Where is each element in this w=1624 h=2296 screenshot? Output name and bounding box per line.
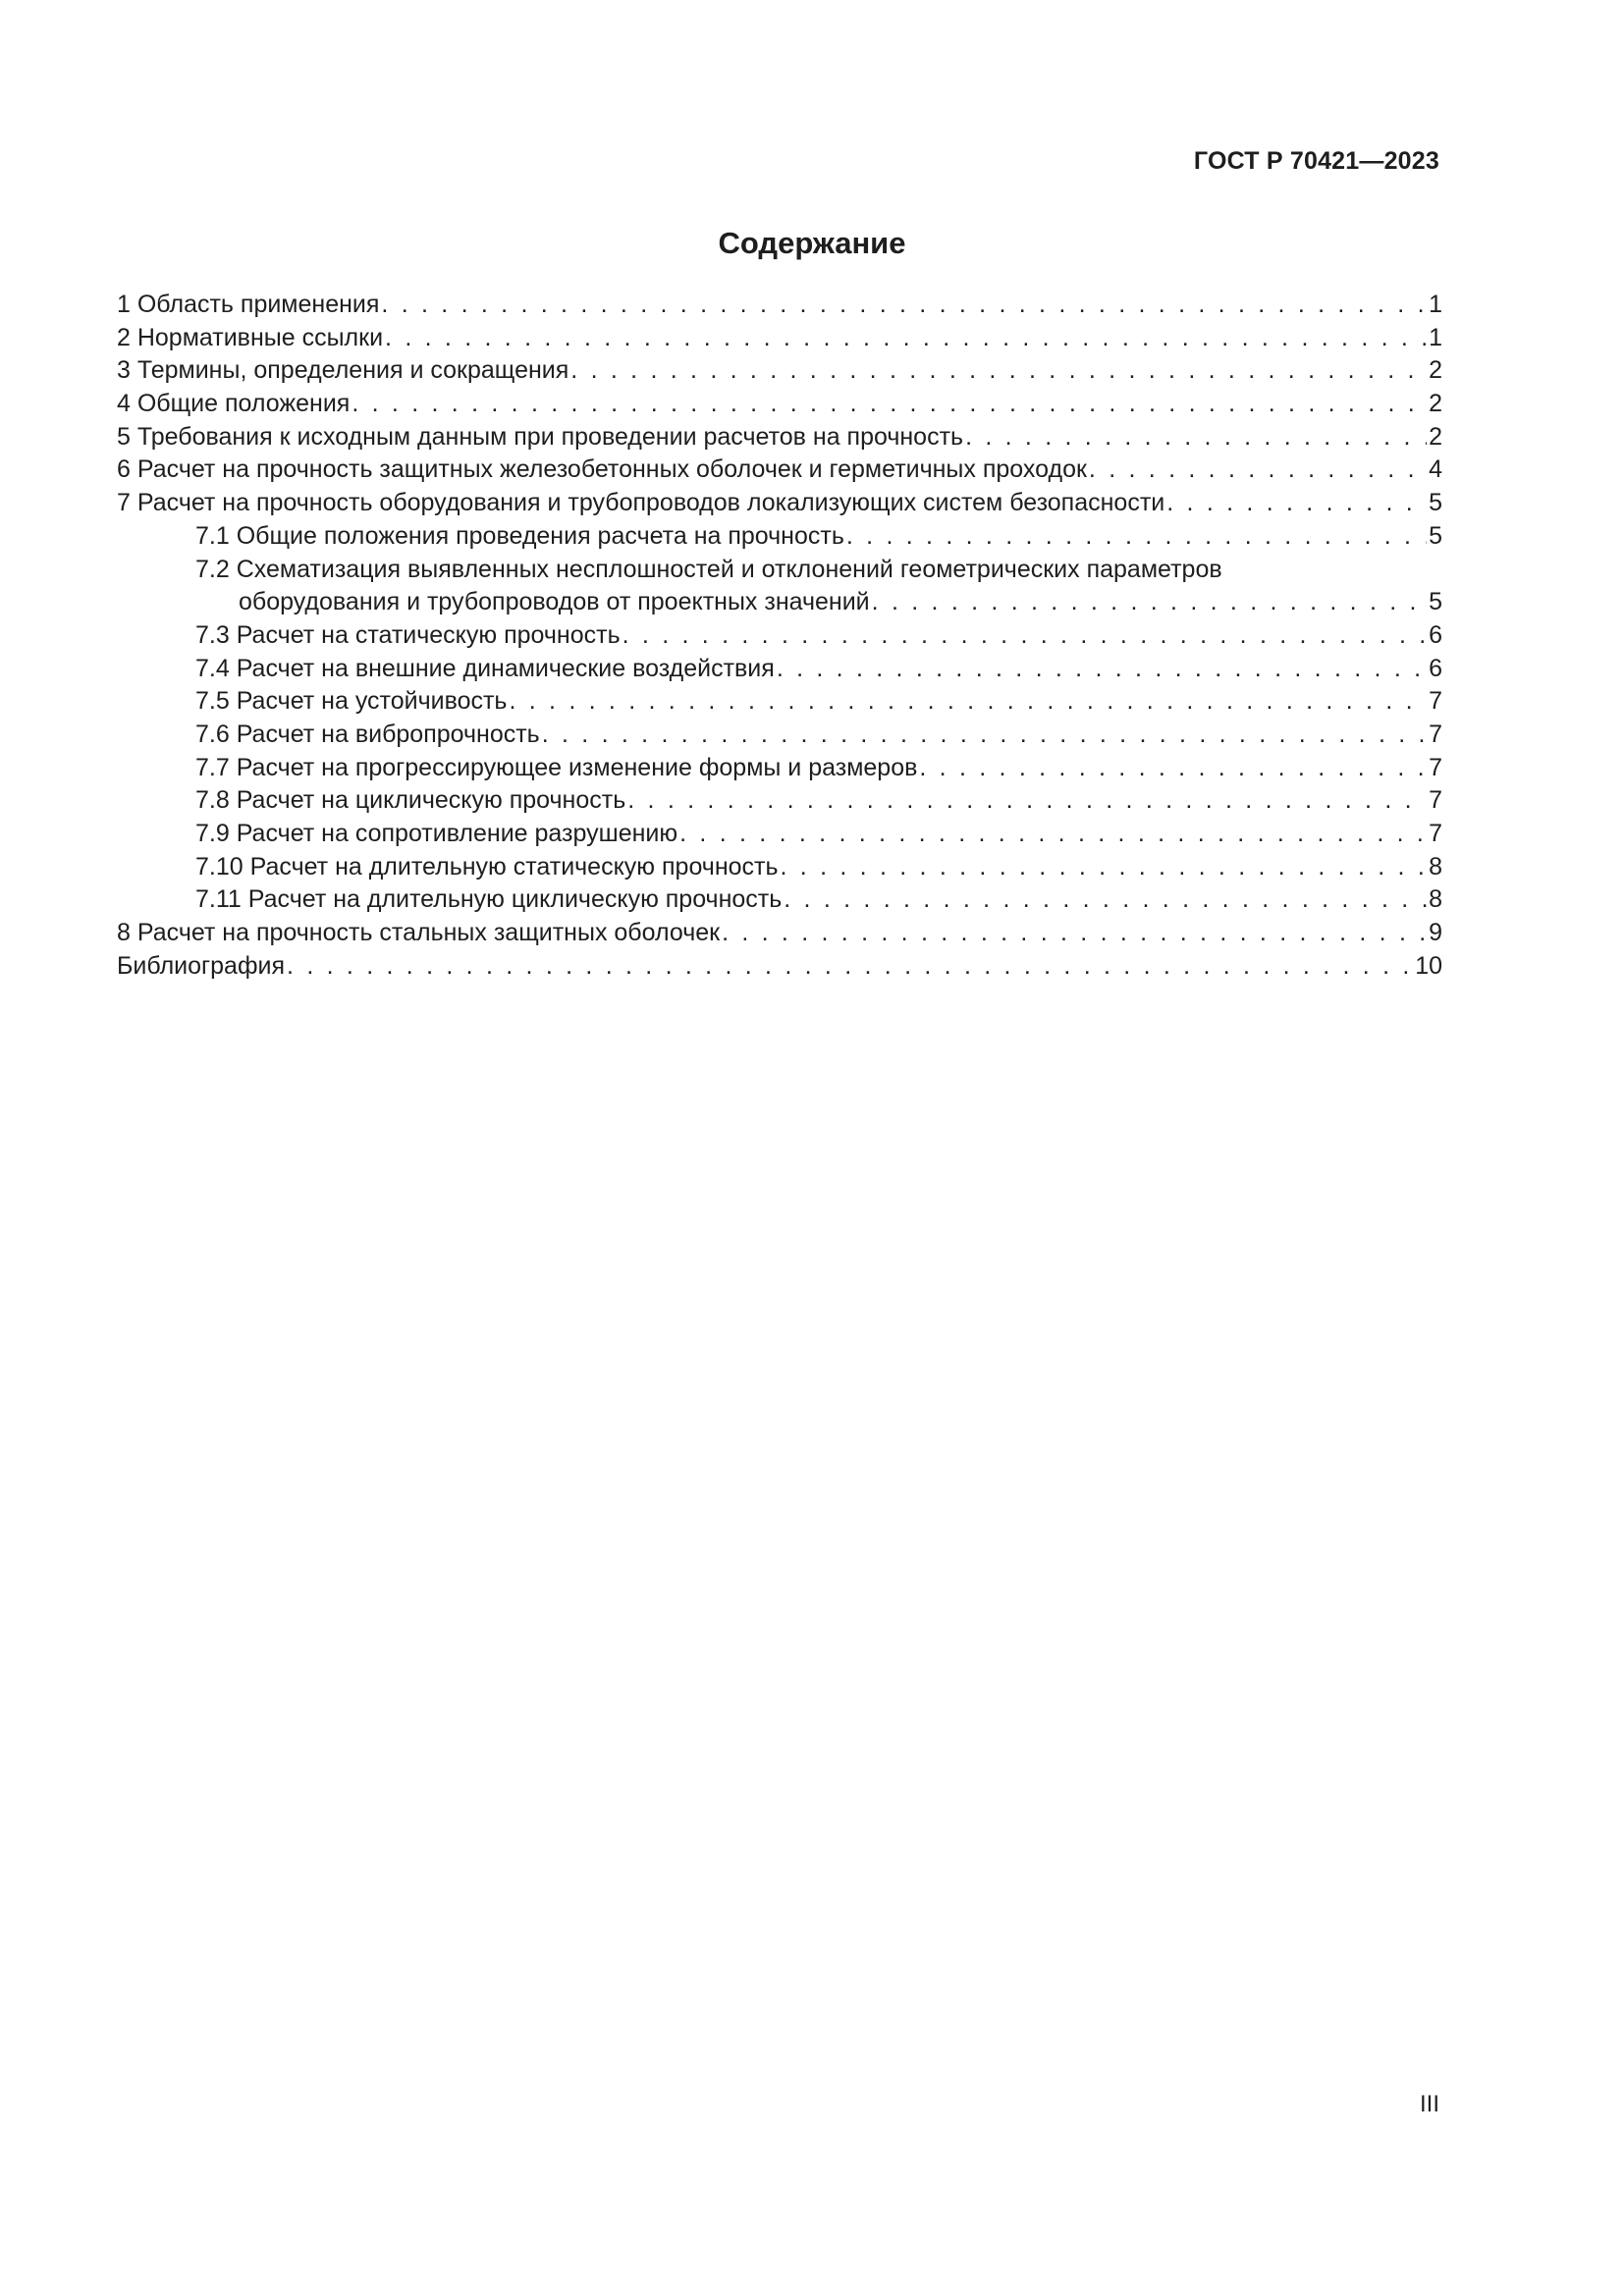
toc-entry-text: 2 Нормативные ссылки [117, 323, 384, 351]
toc-entry-7-9[interactable] [117, 818, 1442, 851]
toc-entry-page: 8 [1429, 852, 1442, 881]
toc-leader-dots [1089, 454, 1427, 487]
toc-entry-text: 7.7 Расчет на прогрессирующее изменение формы и размеров [195, 753, 918, 781]
toc-entry-page: 7 [1429, 786, 1442, 815]
toc-entry-1[interactable] [117, 289, 1442, 322]
toc-leader-dots [287, 950, 1413, 984]
toc-entry-text: 7.6 Расчет на вибропрочность [195, 720, 540, 748]
toc-leader-dots [1166, 487, 1427, 520]
toc-entry-text: 1 Область применения [117, 291, 380, 318]
toc-entry-page: 9 [1429, 919, 1442, 947]
toc-entry-7-1[interactable] [117, 520, 1442, 554]
toc-entry-text-continued: оборудования и трубопроводов от проектных значений [239, 588, 870, 616]
toc-entry-text: 7.4 Расчет на внешние динамические воздействия [195, 654, 775, 682]
page-number: III [1419, 2091, 1439, 2117]
toc-leader-dots [846, 520, 1427, 554]
toc-entry-text: 7.10 Расчет на длительную статическую прочность [195, 852, 779, 881]
document-code: ГОСТ Р 70421—2023 [1193, 147, 1439, 175]
toc-leader-dots [781, 851, 1428, 884]
toc-entry-text: 6 Расчет на прочность защитных железобетонных оболочек и герметичных проходок [117, 455, 1087, 484]
toc-entry-text: 7.11 Расчет на длительную циклическую прочность [195, 885, 783, 914]
toc-entry-page: 10 [1415, 951, 1442, 980]
toc-entry-page: 7 [1429, 687, 1442, 716]
toc-entry-page: 6 [1429, 620, 1442, 649]
toc-entry-text: 8 Расчет на прочность стальных защитных оболочек [117, 919, 721, 947]
toc-entry-6[interactable] [117, 454, 1442, 487]
toc-entry-3[interactable] [117, 354, 1442, 388]
toc-leader-dots [872, 586, 1427, 619]
toc-leader-dots [919, 752, 1427, 785]
toc-entry-text: 5 Требования к исходным данным при проведении расчетов на прочность [117, 422, 964, 451]
toc-leader-dots [509, 685, 1427, 719]
toc-entry-page: 4 [1429, 455, 1442, 484]
toc-entry-page: 7 [1429, 820, 1442, 847]
toc-entry-page: 2 [1429, 422, 1442, 451]
toc-leader-dots [570, 354, 1427, 388]
toc-entry-7-2[interactable] [117, 554, 1442, 619]
toc-entry-7-6[interactable] [117, 719, 1442, 752]
toc-entry-page: 5 [1429, 489, 1442, 517]
toc-entry-text: 7.5 Расчет на устойчивость [195, 687, 508, 716]
toc-entry-page: 5 [1429, 588, 1442, 616]
toc-entry-8[interactable] [117, 917, 1442, 950]
toc-leader-dots [542, 719, 1427, 752]
toc-leader-dots [385, 322, 1427, 355]
toc-leader-dots [722, 917, 1427, 950]
toc-leader-dots [965, 421, 1427, 454]
toc-entry-text: 7.1 Общие положения проведения расчета на прочность [195, 521, 844, 550]
toc-leader-dots [784, 883, 1427, 917]
toc-entry-7-11[interactable] [117, 883, 1442, 917]
toc-entry-page: 7 [1429, 720, 1442, 748]
toc-entry-page: 8 [1429, 885, 1442, 914]
toc-entry-page: 2 [1429, 390, 1442, 418]
toc-entry-text: 7 Расчет на прочность оборудования и трубопроводов локализующих систем безопасности [117, 489, 1165, 517]
toc-entry-7-5[interactable] [117, 685, 1442, 719]
toc-entry-text: 4 Общие положения [117, 390, 351, 418]
toc-entry-page: 6 [1429, 654, 1442, 682]
toc-entry-page: 1 [1429, 291, 1442, 318]
toc-entry-page: 1 [1429, 323, 1442, 351]
toc-entry-bibliography[interactable] [117, 950, 1442, 984]
toc-entry-text: 7.9 Расчет на сопротивление разрушению [195, 820, 678, 847]
toc-entry-2[interactable] [117, 322, 1442, 355]
toc-entry-text: 3 Термины, определения и сокращения [117, 356, 569, 385]
toc-entry-text: Библиография [117, 951, 286, 980]
toc-entry-7-3[interactable] [117, 619, 1442, 653]
table-of-contents [117, 289, 1442, 983]
toc-entry-7-10[interactable] [117, 851, 1442, 884]
toc-leader-dots [381, 289, 1427, 322]
toc-entry-text: 7.2 Схематизация выявленных несплошностей и отклонений геометрических параметров [195, 555, 1222, 583]
toc-entry-5[interactable] [117, 421, 1442, 454]
toc-entry-page: 2 [1429, 356, 1442, 385]
toc-entry-text: 7.3 Расчет на статическую прочность [195, 620, 621, 649]
toc-entry-7-4[interactable] [117, 653, 1442, 686]
toc-entry-text: 7.8 Расчет на циклическую прочность [195, 786, 626, 815]
toc-entry-7[interactable] [117, 487, 1442, 520]
toc-entry-4[interactable] [117, 388, 1442, 421]
toc-title: Содержание [718, 226, 906, 260]
toc-leader-dots [623, 619, 1427, 653]
toc-entry-page: 7 [1429, 753, 1442, 781]
toc-leader-dots [627, 784, 1427, 818]
toc-leader-dots [777, 653, 1427, 686]
toc-leader-dots [679, 818, 1427, 851]
toc-leader-dots [352, 388, 1427, 421]
toc-entry-7-8[interactable] [117, 784, 1442, 818]
toc-entry-7-7[interactable] [117, 752, 1442, 785]
toc-entry-page: 5 [1429, 521, 1442, 550]
